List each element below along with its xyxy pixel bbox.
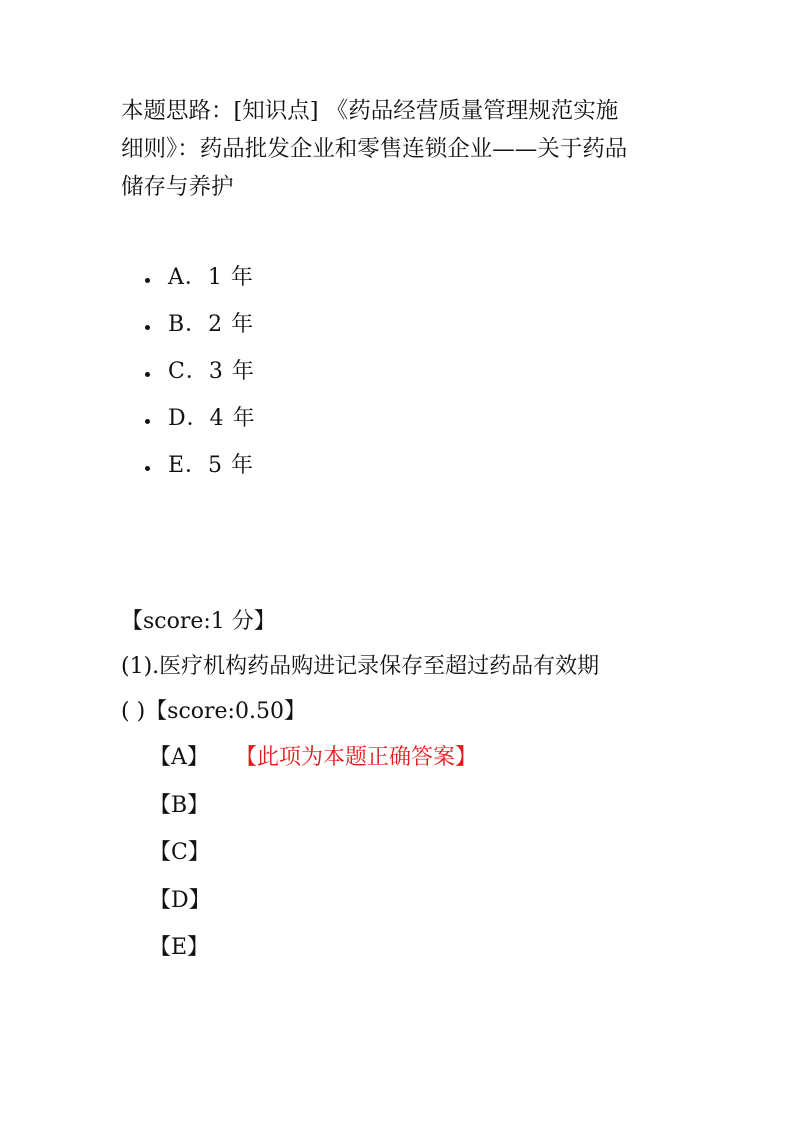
correct-answer-note: 【此项为本题正确答案】 xyxy=(235,745,478,770)
question-text: (1).医疗机构药品购进记录保存至超过药品有效期 xyxy=(121,654,600,679)
explanation-text xyxy=(121,92,681,206)
choice-item xyxy=(145,348,256,395)
choice-list xyxy=(145,254,256,489)
choice-label: A．1 年 xyxy=(168,264,254,290)
choice-label: D．4 年 xyxy=(168,405,256,431)
bullet-icon xyxy=(145,466,150,471)
answer-label: 【E】 xyxy=(149,935,210,960)
choice-label: B．2 年 xyxy=(168,311,255,337)
choice-item xyxy=(145,395,256,442)
question-score: ( )【score:0.50】 xyxy=(121,699,306,724)
answer-label: 【D】 xyxy=(149,887,211,913)
choice-item xyxy=(145,301,256,348)
choice-item xyxy=(145,254,256,301)
answer-list xyxy=(149,736,477,974)
answer-label: 【C】 xyxy=(149,840,210,865)
answer-item xyxy=(149,736,477,784)
bullet-icon xyxy=(145,278,150,283)
choice-item xyxy=(145,442,256,489)
answer-item xyxy=(149,926,477,974)
explanation-line: 储存与养护 xyxy=(121,174,234,200)
bullet-icon xyxy=(145,325,150,330)
answer-item xyxy=(149,879,477,927)
explanation-line: 细则》：药品批发企业和零售连锁企业——关于药品 xyxy=(121,136,628,162)
bullet-icon xyxy=(145,419,150,424)
explanation-line: 本题思路：[知识点] 《药品经营质量管理规范实施 xyxy=(121,98,619,124)
choice-label: E．5 年 xyxy=(168,452,255,478)
answer-item xyxy=(149,784,477,832)
answer-label: 【A】 xyxy=(149,745,209,770)
answer-item xyxy=(149,831,477,879)
score-header: 【score:1 分】 xyxy=(121,609,276,634)
choice-label: C．3 年 xyxy=(168,358,255,384)
question-block xyxy=(121,600,599,735)
answer-label: 【B】 xyxy=(149,792,210,818)
bullet-icon xyxy=(145,372,150,377)
